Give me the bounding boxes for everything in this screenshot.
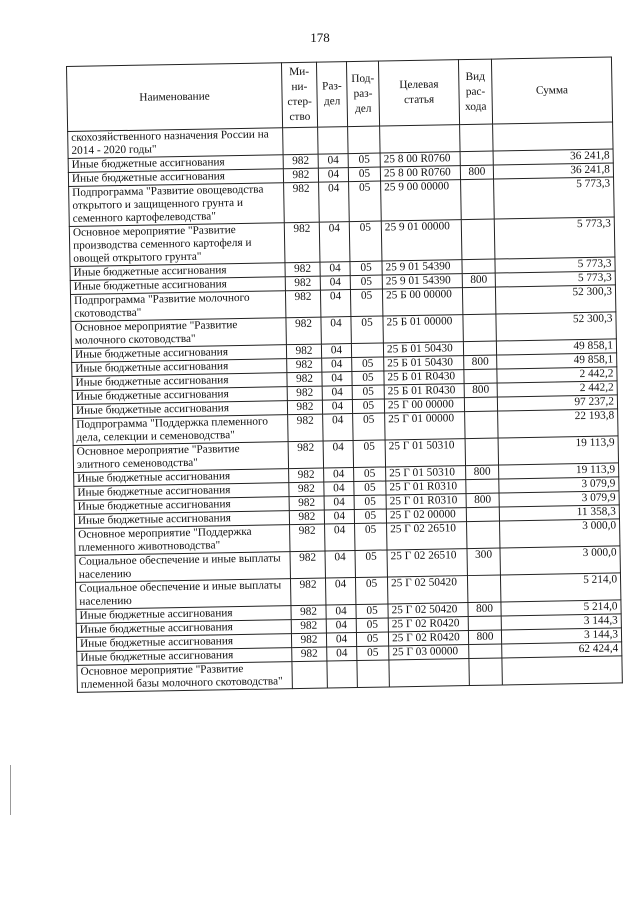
cell-subsection: [351, 343, 383, 358]
table-body: [68, 122, 623, 692]
cell-name: Иные бюджетные ассигнования: [72, 387, 287, 405]
cell-target: 25 Г 01 50310: [385, 439, 465, 467]
cell-amount: 36 241,8: [493, 163, 613, 179]
cell-expense-type: 800: [462, 273, 495, 288]
cell-section: 04: [320, 290, 350, 318]
cell-name: Социальное обеспечение и иные выплаты населению: [75, 552, 290, 583]
cell-ministry: 982: [289, 482, 324, 497]
cell-target: 25 Г 01 R0310: [386, 480, 466, 495]
cell-amount: 49 858,1: [496, 339, 616, 355]
cell-target: 25 Г 02 00000: [386, 508, 466, 523]
cell-subsection: 05: [348, 167, 380, 182]
cell-section: 04: [318, 168, 348, 183]
cell-amount: 3 144,3: [501, 614, 621, 630]
cell-amount: 3 079,9: [499, 477, 619, 493]
cell-subsection: 05: [352, 399, 384, 414]
cell-name: Основное мероприятие "Развитие молочного скотоводства": [71, 318, 286, 349]
cell-target: 25 Г 00 00000: [384, 398, 464, 413]
cell-section: 04: [325, 578, 355, 606]
cell-subsection: [348, 126, 380, 154]
cell-target: 25 9 01 00000: [381, 220, 462, 261]
cell-name: Иные бюджетные ассигнования: [74, 469, 289, 487]
cell-subsection: 05: [355, 550, 387, 578]
cell-subsection: 05: [356, 632, 388, 647]
header-name: Наименование: [67, 63, 283, 132]
cell-subsection: 05: [353, 413, 385, 441]
cell-target: 25 Г 01 50310: [386, 466, 466, 481]
scan-margin-mark: [10, 765, 11, 815]
cell-name: Иные бюджетные ассигнования: [68, 155, 283, 173]
cell-ministry: 982: [289, 510, 324, 525]
cell-ministry: 982: [292, 647, 327, 662]
cell-target: 25 9 01 54390: [382, 274, 462, 289]
cell-target: 25 Б 01 50430: [383, 342, 463, 357]
cell-name: Иные бюджетные ассигнования: [76, 620, 291, 638]
cell-subsection: 05: [354, 467, 386, 482]
cell-subsection: 05: [354, 509, 386, 524]
cell-section: 04: [320, 276, 350, 291]
cell-target: 25 Г 01 R0310: [386, 494, 466, 509]
cell-section: 04: [321, 317, 351, 345]
cell-amount: 5 773,3: [494, 177, 615, 219]
cell-ministry: 982: [287, 372, 322, 387]
cell-expense-type: 800: [460, 165, 493, 180]
cell-ministry: 982: [288, 441, 323, 469]
cell-name: Подпрограмма "Развитие молочного скотоводства": [70, 291, 285, 322]
header-expense-type: Вид рас- хода: [458, 59, 492, 125]
cell-section: 04: [325, 524, 355, 552]
cell-ministry: 982: [287, 386, 322, 401]
cell-amount: 5 773,3: [494, 217, 615, 259]
cell-target: 25 Г 03 00000: [389, 645, 469, 660]
cell-section: 04: [321, 344, 351, 359]
cell-subsection: 05: [352, 371, 384, 386]
cell-target: 25 Б 01 R0430: [384, 384, 464, 399]
cell-amount: 5 773,3: [495, 271, 615, 287]
cell-expense-type: [461, 219, 495, 260]
cell-subsection: 05: [355, 577, 387, 605]
cell-amount: 3 144,3: [501, 628, 621, 644]
cell-expense-type: [466, 507, 499, 522]
cell-target: 25 Г 02 50420: [387, 576, 467, 604]
cell-amount: 5 214,0: [500, 573, 620, 602]
cell-ministry: 982: [283, 168, 318, 183]
cell-expense-type: [464, 369, 497, 384]
cell-expense-type: [462, 287, 495, 315]
cell-subsection: 05: [352, 385, 384, 400]
cell-ministry: 982: [287, 400, 322, 415]
cell-expense-type: [460, 124, 493, 152]
cell-expense-type: [463, 314, 496, 342]
cell-target: 25 Б 00 00000: [382, 288, 462, 316]
cell-expense-type: [465, 438, 498, 466]
cell-name: Социальное обеспечение и иные выплаты населению: [76, 579, 291, 610]
cell-name: Иные бюджетные ассигнования: [72, 373, 287, 391]
cell-name: Подпрограмма "Поддержка племенного дела, селекции и семеноводства": [73, 415, 288, 446]
cell-ministry: 982: [287, 358, 322, 373]
cell-ministry: 982: [291, 633, 326, 648]
cell-name: Основное мероприятие "Развитие племенной базы молочного скотоводства": [77, 662, 292, 693]
cell-target: [389, 659, 469, 687]
cell-amount: 97 237,2: [497, 395, 617, 411]
cell-ministry: 982: [291, 605, 326, 620]
cell-expense-type: [462, 259, 495, 274]
cell-name: Иные бюджетные ассигнования: [72, 359, 287, 377]
cell-section: 04: [325, 551, 355, 579]
cell-section: 04: [318, 154, 348, 169]
cell-amount: 2 442,2: [497, 381, 617, 397]
cell-ministry: 982: [285, 276, 320, 291]
cell-target: [380, 125, 460, 153]
cell-amount: 3 000,0: [500, 519, 620, 548]
cell-section: 04: [323, 414, 353, 442]
cell-target: 25 Б 01 50430: [384, 356, 464, 371]
cell-name: Иные бюджетные ассигнования: [74, 511, 289, 529]
cell-target: 25 Г 02 R0420: [388, 631, 468, 646]
cell-subsection: 05: [355, 523, 387, 551]
cell-section: 04: [324, 510, 354, 525]
cell-section: 04: [322, 400, 352, 415]
cell-subsection: 05: [353, 440, 385, 468]
cell-target: 25 Г 02 26510: [387, 549, 467, 577]
cell-expense-type: 800: [464, 383, 497, 398]
cell-section: 04: [326, 619, 356, 634]
cell-subsection: 05: [349, 181, 382, 222]
cell-expense-type: [465, 411, 498, 439]
header-section: Раз- дел: [316, 62, 347, 128]
header-subsection: Под- раз- дел: [346, 61, 379, 127]
cell-amount: 5 214,0: [501, 600, 621, 616]
cell-subsection: 05: [352, 357, 384, 372]
cell-name: Иные бюджетные ассигнования: [76, 634, 291, 652]
cell-expense-type: [460, 151, 493, 166]
cell-amount: [502, 656, 622, 685]
cell-name: Основное мероприятие "Развитие производства семенного картофеля и овощей открытого грунта": [69, 223, 285, 267]
cell-expense-type: [467, 575, 500, 603]
cell-subsection: 05: [354, 495, 386, 510]
cell-name: Иные бюджетные ассигнования: [76, 606, 291, 624]
cell-section: 04: [319, 182, 350, 223]
cell-subsection: 05: [356, 618, 388, 633]
cell-expense-type: [469, 658, 502, 686]
cell-name: Иные бюджетные ассигнования: [70, 263, 285, 281]
cell-expense-type: 800: [468, 602, 501, 617]
page-number: 178: [310, 30, 330, 45]
cell-ministry: 982: [286, 344, 321, 359]
cell-name: Иные бюджетные ассигнования: [77, 648, 292, 666]
cell-ministry: 982: [286, 317, 321, 345]
cell-subsection: 05: [349, 221, 382, 262]
cell-expense-type: 800: [468, 630, 501, 645]
cell-subsection: 05: [356, 604, 388, 619]
cell-section: 04: [322, 386, 352, 401]
cell-section: 04: [319, 222, 350, 263]
cell-expense-type: 800: [466, 465, 499, 480]
cell-section: 04: [327, 647, 357, 662]
cell-amount: 11 358,3: [499, 505, 619, 521]
budget-table-container: [66, 56, 623, 692]
cell-target: 25 9 01 54390: [382, 260, 462, 275]
cell-expense-type: [469, 644, 502, 659]
cell-ministry: 982: [285, 262, 320, 277]
cell-amount: 3 000,0: [500, 546, 620, 575]
cell-amount: 3 079,9: [499, 491, 619, 507]
cell-section: 04: [324, 496, 354, 511]
cell-section: 04: [324, 468, 354, 483]
cell-amount: 5 773,3: [495, 257, 615, 273]
cell-ministry: 982: [284, 182, 320, 223]
cell-expense-type: 800: [466, 493, 499, 508]
cell-ministry: 982: [290, 551, 325, 579]
cell-name: Подпрограмма "Развитие овощеводства открытого и защищенного грунта и семенного картофелеводства": [69, 183, 285, 227]
cell-expense-type: [461, 179, 495, 220]
cell-ministry: 982: [289, 468, 324, 483]
cell-amount: [493, 122, 613, 151]
cell-subsection: 05: [357, 646, 389, 661]
cell-amount: 49 858,1: [497, 353, 617, 369]
cell-ministry: 982: [290, 524, 325, 552]
cell-name: Иные бюджетные ассигнования: [72, 401, 287, 419]
header-target: Целевая статья: [378, 60, 459, 126]
cell-target: 25 Г 02 R0420: [388, 617, 468, 632]
cell-section: 04: [323, 441, 353, 469]
cell-section: 04: [324, 482, 354, 497]
cell-name: Иные бюджетные ассигнования: [74, 483, 289, 501]
cell-ministry: 982: [283, 154, 318, 169]
cell-name: Основное мероприятие "Развитие элитного семеноводства": [73, 442, 288, 473]
cell-subsection: [357, 660, 389, 688]
cell-name: Иные бюджетные ассигнования: [70, 277, 285, 295]
cell-subsection: 05: [350, 261, 382, 276]
cell-section: [327, 661, 357, 689]
cell-name: Иные бюджетные ассигнования: [68, 169, 283, 187]
cell-ministry: [292, 661, 327, 689]
cell-target: 25 Г 02 26510: [387, 522, 467, 550]
cell-section: 04: [322, 372, 352, 387]
cell-section: 04: [326, 605, 356, 620]
cell-name: Основное мероприятие "Поддержка племенного животноводства": [75, 525, 290, 556]
cell-name: Иные бюджетные ассигнования: [74, 497, 289, 515]
cell-expense-type: 300: [467, 548, 500, 576]
cell-name: Иные бюджетные ассигнования: [71, 345, 286, 363]
cell-amount: 19 113,9: [499, 463, 619, 479]
cell-expense-type: [468, 616, 501, 631]
cell-amount: 22 193,8: [498, 409, 618, 438]
cell-subsection: 05: [350, 289, 382, 317]
cell-ministry: 982: [291, 619, 326, 634]
budget-table: [66, 56, 623, 692]
cell-ministry: 982: [289, 496, 324, 511]
table-header-row: [67, 57, 613, 132]
cell-ministry: [283, 127, 318, 155]
cell-expense-type: [466, 479, 499, 494]
cell-subsection: 05: [351, 316, 383, 344]
cell-section: 04: [322, 358, 352, 373]
cell-expense-type: [467, 521, 500, 549]
cell-ministry: 982: [284, 222, 320, 263]
cell-expense-type: [463, 341, 496, 356]
cell-section: [318, 127, 348, 155]
cell-target: 25 8 00 R0760: [380, 166, 460, 181]
cell-amount: 52 300,3: [495, 285, 615, 314]
cell-subsection: 05: [348, 153, 380, 168]
cell-target: 25 Б 01 00000: [383, 315, 463, 343]
cell-ministry: 982: [285, 290, 320, 318]
header-ministry: Ми- ни- стер- ство: [281, 62, 317, 128]
cell-expense-type: 800: [464, 355, 497, 370]
cell-section: 04: [320, 262, 350, 277]
cell-expense-type: [464, 397, 497, 412]
cell-amount: 62 424,4: [502, 642, 622, 658]
cell-amount: 36 241,8: [493, 149, 613, 165]
cell-subsection: 05: [350, 275, 382, 290]
cell-target: 25 Б 01 R0430: [384, 370, 464, 385]
cell-ministry: 982: [288, 414, 323, 442]
cell-ministry: 982: [290, 578, 325, 606]
cell-target: 25 Г 02 50420: [388, 603, 468, 618]
cell-subsection: 05: [354, 481, 386, 496]
cell-section: 04: [326, 633, 356, 648]
cell-amount: 19 113,9: [498, 436, 618, 465]
cell-target: 25 Г 01 00000: [385, 412, 465, 440]
header-amount: Сумма: [491, 57, 612, 124]
cell-target: 25 8 00 R0760: [380, 152, 460, 167]
cell-target: 25 9 00 00000: [381, 180, 462, 221]
cell-name: скохозяйственного назначения России на 2014 - 2020 годы": [68, 128, 283, 159]
cell-amount: 52 300,3: [496, 312, 616, 341]
cell-amount: 2 442,2: [497, 367, 617, 383]
